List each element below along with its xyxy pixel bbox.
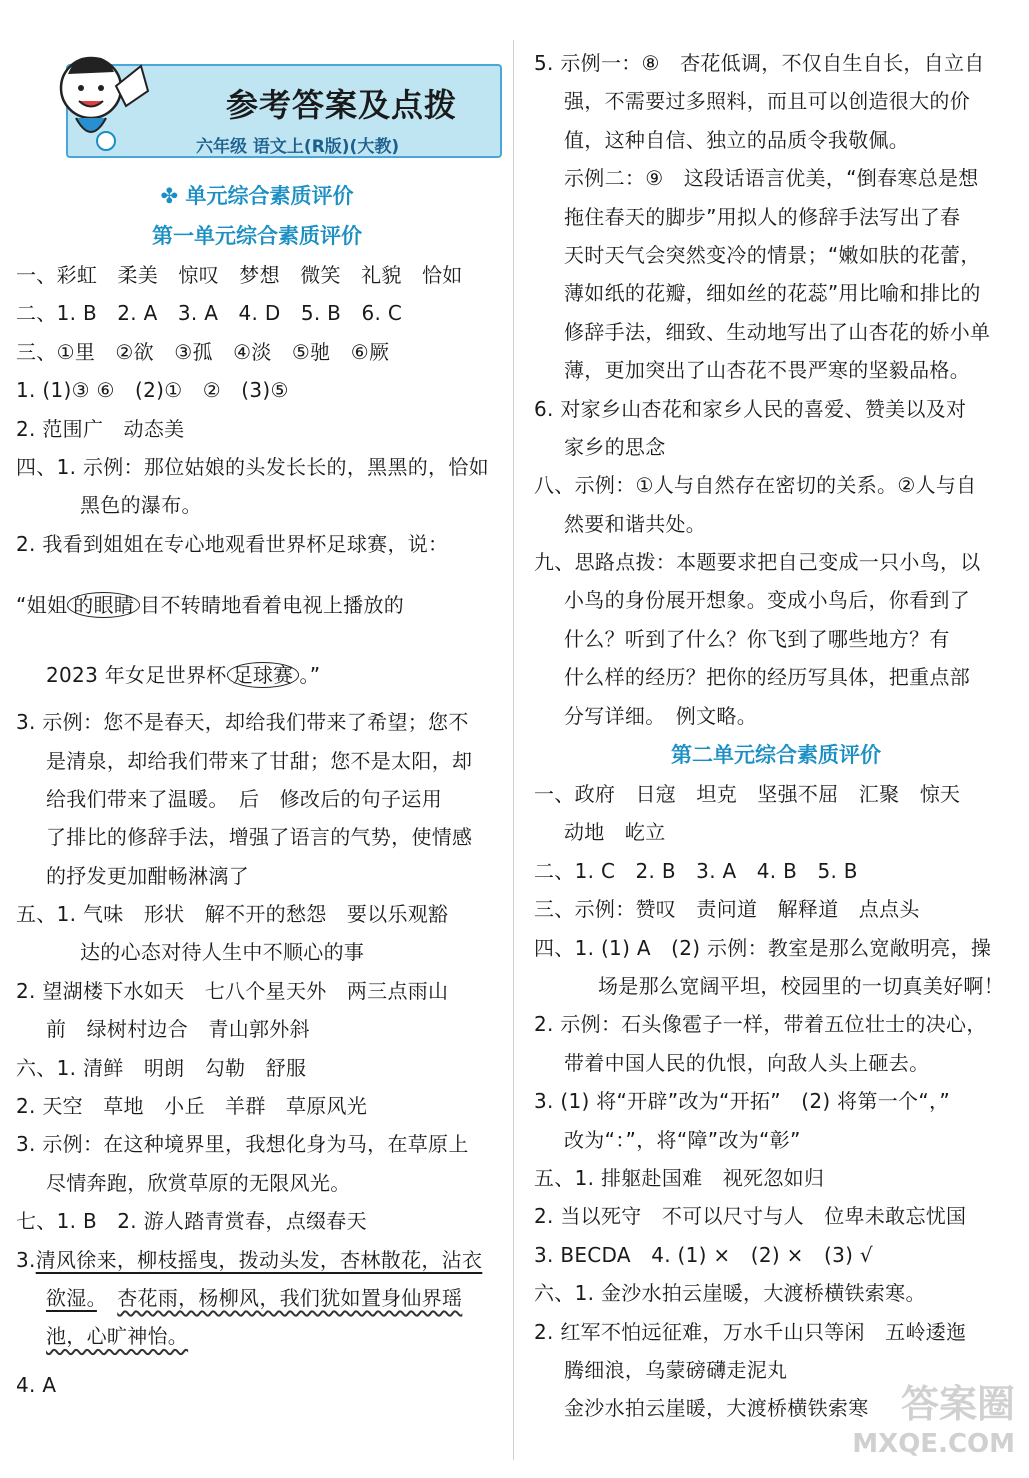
answer-line: 2. 范围广 动态美 [16,416,185,441]
answer-line: 家乡的思念 [564,434,666,459]
answer-line: 四、1. (1) A (2) 示例：教室是那么宽敞明亮，操 [534,935,992,960]
answer-line: 2. 天空 草地 小丘 羊群 草原风光 [16,1094,368,1119]
answer-line: 5. 示例一：⑧ 杏花低调，不仅自生自长，自立自 [534,51,985,75]
answer-line: 3. (1) 将“开辟”改为“开拓” (2) 将第一个“，” [534,1089,950,1114]
answer-line: 的抒发更加酣畅淋漓了 [46,863,249,888]
paw-icon: ✤ [160,184,186,208]
answer-line: 场是那么宽阔平坦，校园里的一切真美好啊！ [598,973,1004,998]
answer-line: 一、彩虹 柔美 惊叹 梦想 微笑 礼貌 恰如 [16,263,463,287]
circled-word: 的眼睛 [67,592,140,618]
answer-line: 二、1. B 2. A 3. A 4. D 5. B 6. C [16,301,403,326]
answer-line: 一、政府 日寇 坦克 坚强不屈 汇聚 惊天 [534,782,961,807]
answer-line: 修辞手法，细致、生动地写出了山杏花的娇小单 [564,319,991,344]
answer-line: 天时天气会突然变冷的情景；“嫩如肤的花蕾， [564,242,981,267]
mascot-icon [46,46,156,156]
answer-line: 八、示例：①人与自然存在密切的关系。②人与自 [534,473,977,498]
answer-line: 2. 我看到姐姐在专心地观看世界杯足球赛，说： [16,531,449,556]
answer-line: 2. 示例：石头像雹子一样，带着五位壮士的决心， [534,1012,987,1037]
answer-line: 什么样的经历？把你的经历写具体，把重点部 [564,665,970,690]
answer-line: 金沙水拍云崖暖，大渡桥横铁索寒 [564,1396,869,1421]
answer-line: 六、1. 清鲜 明朗 勾勒 舒服 [16,1055,307,1080]
answer-line: 腾细浪，乌蒙磅礴走泥丸 [564,1357,788,1382]
column-divider [513,40,514,1460]
answer-line: 动地 屹立 [564,820,666,845]
banner-subtitle: 六年级 语文上(R版)(大教) [196,137,400,157]
banner-title: 参考答案及点拨 [226,86,458,124]
answer-line: 五、1. 排躯赴国难 视死忽如归 [534,1165,825,1190]
answer-line: 九、思路点拨：本题要求把自己变成一只小鸟，以 [534,550,981,575]
answer-line-underlined: 3.清风徐来，柳枝摇曳，拨动头发，杏林散花，沾衣 [16,1247,483,1272]
answer-line: 尽情奔跑，欣赏草原的无限风光。 [46,1170,351,1195]
answer-line: 2. 望湖楼下水如天 七八个星天外 两三点雨山 [16,978,449,1003]
answer-line: 了排比的修辞手法，增强了语言的气势，使情感 [46,825,473,850]
left-column [16,0,498,1404]
answer-line: 四、1. 示例：那位姑娘的头发长长的，黑黑的，恰如 [16,454,489,479]
answer-line-marked: “姐姐 的眼睛 目不转睛地看着电视上播放的 [16,593,405,618]
answer-line: 分写详细。 例文略。 [564,703,757,728]
answer-line: 值，这种自信、独立的品质令我敬佩。 [564,127,910,152]
answer-line-underlined [16,1317,498,1355]
section-heading-main: ✤ 单元综合素质评价 [160,184,354,208]
answer-line: 前 绿树村边合 青山郭外斜 [46,1017,310,1042]
answer-line: 带着中国人民的仇恨，向敌人头上砸去。 [564,1050,930,1075]
answer-line: 薄如纸的花瓣，细如丝的花蕊”用比喻和排比的 [564,281,981,306]
answer-line: 什么？听到了什么？你飞到了哪些地方？有 [564,626,950,651]
answer-line: 6. 对家乡山杏花和家乡人民的喜爱、赞美以及对 [534,396,967,421]
underlined-text: 清风徐来，柳枝摇曳，拨动头发，杏林散花，沾衣 [35,1247,483,1272]
wavy-underlined-text: 杏花雨，杨柳风，我们犹如置身仙界瑶 [117,1285,463,1310]
answer-line-marked: 2023 年女足世界杯 足球赛 。” [46,663,321,688]
answer-line: 给我们带来了温暖。 后 修改后的句子运用 [46,786,442,811]
underlined-text: 欲湿。 [46,1285,97,1310]
answer-line: 强，不需要过多照料，而且可以创造很大的价 [564,89,970,114]
header-banner [46,46,498,156]
answer-line: 然要和谐共处。 [564,511,707,536]
answer-line-underlined [16,1279,498,1317]
answer-line: 4. A [16,1372,57,1397]
answer-line: 二、1. C 2. B 3. A 4. B 5. B [534,858,858,883]
answer-line: 三、示例：赞叹 责问道 解释道 点点头 [534,897,920,922]
answer-line: 2. 当以死守 不可以尺寸与人 位卑未敢忘忧国 [534,1204,967,1229]
watermark-logo: 答案圈 MXQE.COM [852,1382,1015,1459]
answer-line: 拖住春天的脚步”用拟人的修辞手法写出了春 [564,204,961,229]
right-column [534,0,1018,1428]
answer-line: 达的心态对待人生中不顺心的事 [80,940,365,965]
answer-line: 2. 红军不怕远征难，万水千山只等闲 五岭逶迤 [534,1319,967,1344]
section-heading-unit2: 第二单元综合素质评价 [671,743,881,768]
answer-line: 六、1. 金沙水拍云崖暖，大渡桥横铁索寒。 [534,1281,926,1306]
answer-line: 小鸟的身份展开想象。变成小鸟后，你看到了 [564,588,970,613]
answer-line: 薄，更加突出了山杏花不畏严寒的坚毅品格。 [564,358,970,383]
circled-word: 足球赛 [227,662,300,688]
answer-line: 1. (1)③ ⑥ (2)① ② (3)⑤ [16,378,289,403]
answer-line: 三、①里 ②欲 ③孤 ④淡 ⑤驰 ⑥厥 [16,339,390,364]
answer-line: 3. 示例：在这种境界里，我想化身为马，在草原上 [16,1132,469,1157]
answer-line: 五、1. 气味 形状 解不开的愁怨 要以乐观豁 [16,902,449,927]
answer-line: 3. 示例：您不是春天，却给我们带来了希望；您不 [16,710,469,735]
answer-line: 七、1. B 2. 游人踏青赏春，点缀春天 [16,1209,367,1234]
answer-line: 示例二：⑨ 这段话语言优美，“倒春寒总是想 [564,166,979,191]
answer-line: 改为“：”，将“障”改为“彰” [564,1127,801,1152]
answer-line: 3. BECDA 4. (1) × (2) × (3) √ [534,1242,873,1267]
section-heading-unit1: 第一单元综合素质评价 [152,224,362,248]
wavy-underlined-text: 池，心旷神怡。 [46,1324,189,1349]
answer-line: 是清泉，却给我们带来了甘甜；您不是太阳，却 [46,748,473,773]
answer-line: 黑色的瀑布。 [80,493,202,518]
